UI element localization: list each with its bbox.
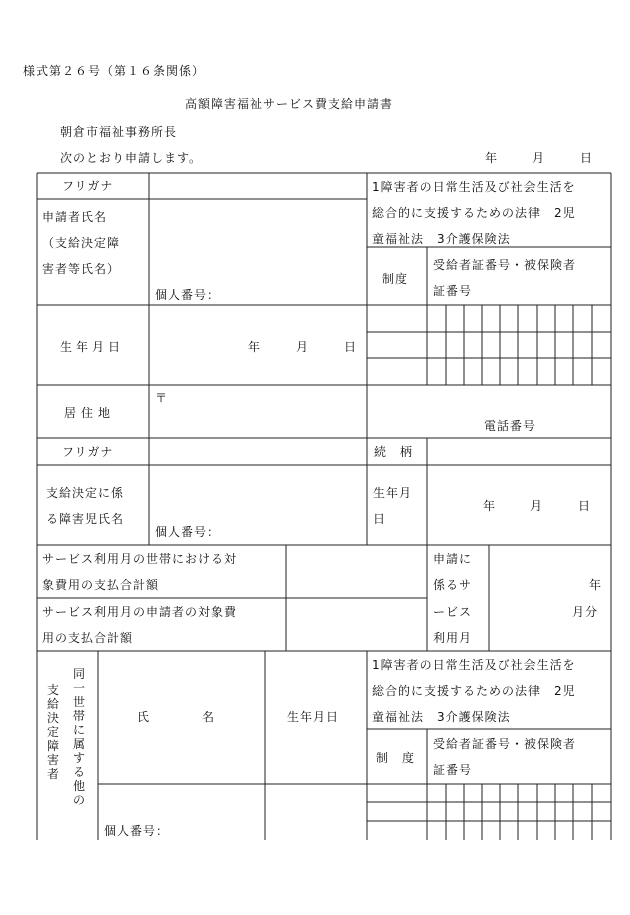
child-birth-year-label: 年 — [483, 499, 497, 513]
date-day-label: 日 — [580, 151, 594, 165]
household-cost-label-2: 象費用の支払合計額 — [42, 578, 160, 592]
applicant-name-label-3: 害者等氏名） — [42, 262, 121, 276]
household-personal-number-label: 個人番号： — [104, 824, 170, 838]
service-month-year-label: 年 — [589, 578, 603, 592]
household-law-line-3: 童福祉法 3介護保険法 — [372, 710, 511, 724]
applicant-birth-year-label: 年 — [248, 340, 262, 354]
applicant-law-line-2: 総合的に支援するための法律 2児 — [372, 206, 576, 220]
service-month-label-1: 申請に — [433, 552, 473, 566]
request-line: 次のとおり申請します。 — [60, 151, 203, 165]
applicant-birth-month-label: 月 — [296, 340, 310, 354]
household-birth-label: 生年月日 — [287, 710, 340, 724]
household-inner-label: 同一世帯に属する他の — [72, 667, 85, 807]
applicant-name-label-1: 申請者氏名 — [42, 210, 108, 224]
child-birth-label-2: 日 — [373, 512, 387, 526]
applicant-recipient-label-2: 証番号 — [433, 284, 473, 298]
household-outer-label: 支給決定障害者 — [46, 683, 59, 781]
household-system-label: 制 度 — [376, 751, 416, 765]
household-recipient-label-2: 証番号 — [433, 763, 473, 777]
applicant-birth-day-label: 日 — [344, 340, 358, 354]
child-furigana-label: フリガナ — [62, 445, 114, 459]
household-recipient-label-1: 受給者証番号・被保険者 — [433, 737, 577, 751]
service-month-suffix: 月分 — [572, 605, 599, 619]
household-cost-label-1: サービス利用月の世帯における対 — [42, 552, 238, 566]
date-month-label: 月 — [532, 151, 546, 165]
child-name-label-1: 支給決定に係 — [46, 486, 125, 500]
date-year-label: 年 — [485, 151, 499, 165]
child-birth-month-label: 月 — [530, 499, 544, 513]
applicant-law-line-3: 童福祉法 3介護保険法 — [372, 232, 511, 246]
addressee: 朝倉市福祉事務所長 — [60, 125, 178, 139]
postal-mark: 〒 — [155, 391, 169, 405]
phone-label: 電話番号 — [484, 419, 537, 433]
household-law-line-2: 総合的に支援するための法律 2児 — [372, 684, 576, 698]
child-birth-day-label: 日 — [578, 499, 592, 513]
household-law-line-1: 1障害者の日常生活及び社会生活を — [372, 658, 576, 672]
applicant-law-line-1: 1障害者の日常生活及び社会生活を — [372, 180, 576, 194]
applicant-cost-label-1: サービス利用月の申請者の対象費 — [42, 605, 238, 619]
address-label: 居住地 — [64, 406, 116, 420]
form-number: 様式第２６号（第１６条関係） — [23, 64, 206, 78]
child-name-label-2: る障害児氏名 — [46, 512, 125, 526]
household-name-label: 氏 名 — [137, 710, 216, 724]
applicant-recipient-label-1: 受給者証番号・被保険者 — [433, 258, 577, 272]
service-month-label-2: 係るサ — [433, 578, 473, 592]
service-month-label-3: ービス — [433, 605, 473, 619]
applicant-system-label: 制度 — [382, 272, 409, 286]
service-month-label-4: 利用月 — [433, 631, 473, 645]
applicant-cost-label-2: 用の支払合計額 — [42, 631, 134, 645]
form-title: 高額障害福祉サービス費支給申請書 — [185, 97, 394, 111]
applicant-birth-label: 生年月日 — [60, 340, 125, 354]
applicant-name-label-2: （支給決定障 — [42, 236, 121, 250]
applicant-furigana-label: フリガナ — [62, 179, 114, 193]
child-personal-number-label: 個人番号： — [155, 525, 221, 539]
relationship-label: 続 柄 — [374, 445, 414, 459]
child-birth-label-1: 生年月 — [373, 486, 413, 500]
applicant-personal-number-label: 個人番号： — [155, 288, 221, 302]
